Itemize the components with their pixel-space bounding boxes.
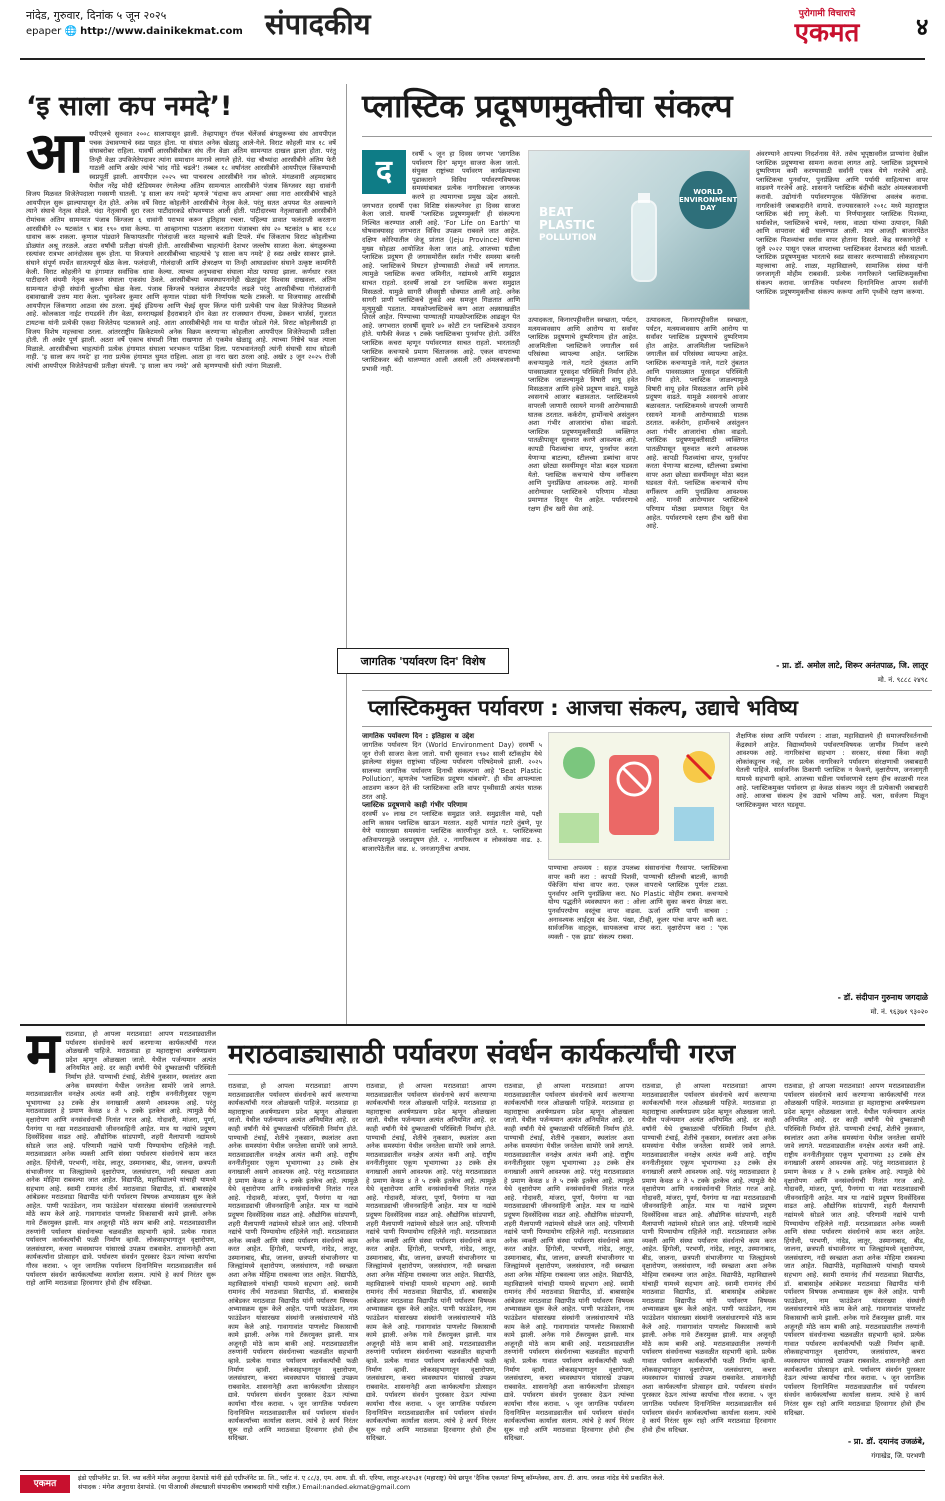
newspaper-logo <box>752 6 902 52</box>
badge-word: ENVIRONMENT <box>679 196 738 204</box>
imprint-line: संपादक : मंगेश अनुराधा देशपांडे. (या पीआरबी ॲक्टखाली संपादकीय जबाबदारी यांची राहील.) Email:nanded.ekmat@gmail.com <box>78 1483 411 1491</box>
marathwada-contact: गंगाखेड, जि. परभणी <box>871 1452 925 1460</box>
globe-icon: 🌐 <box>64 26 77 37</box>
marathwada-col5: राठवाडा, हो आपला मराठवाडा! आपण मराठवाड्यातील पर्यावरण संवर्धनाचे कार्य करणाऱ्या कार्यकर्त्यांची गरज ओळखली पाहिजे. मराठवाडा हा महाराष्ट्राचा अवर्षणप्रवण प्रदेश म्हणून ओळखला जातो. येथील पर्जन्यमान अत्यंत अनियमित आहे. दर काही वर्षांनी येथे दुष्काळाची परिस्थिती निर्माण होते. पाण्याची टंचाई, शेतीचे नुकसान, स्थलांतर अशा अनेक समस्यांना येथील जनतेला सामोरे जावे लागते. मराठवाड्यातील वनक्षेत्र अत्यंत कमी आहे. राष्ट्रीय वननीतीनुसार एकूण भूभागाच्या ३३ टक्के क्षेत्र वनाखाली असणे आवश्यक आहे. परंतु मराठवाड्यात हे प्रमाण केवळ ४ ते ५ टक्के इतकेच आहे. त्यामुळे येथे वृक्षारोपण आणि वनसंवर्धनाची नितांत गरज आहे. गोदावरी, मांजरा, पूर्णा, पैनगंगा या नद्या मराठवाड्याची जीवनवाहिनी आहेत. मात्र या नद्यांचे प्रदूषण दिवसेंदिवस वाढत आहे. औद्योगिक सांडपाणी, शहरी मैलापाणी नद्यांमध्ये सोडले जात आहे. परिणामी नद्यांचे पाणी पिण्यायोग्य राहिलेले नाही. मराठवाड्यात अनेक व्यक्ती आणि संस्था पर्यावरण संवर्धनाचे काम करत आहेत. हिंगोली, परभणी, नांदेड, लातूर, उस्मानाबाद, बीड, जालना, छत्रपती संभाजीनगर या जिल्ह्यांमध्ये वृक्षारोपण, जलसंधारण, नदी स्वच्छता अशा अनेक मोहिमा राबवल्या जात आहेत. विद्यापीठे, महाविद्यालये यांचाही यामध्ये सहभाग आहे. स्वामी रामानंद तीर्थ मराठवाडा विद्यापीठ, डॉ. बाबासाहेब आंबेडकर मराठवाडा विद्यापीठ यांनी पर्यावरण विषयक अभ्यासक्रम सुरू केले आहेत. पाणी फाउंडेशन, नाम फाउंडेशन यांसारख्या संस्थांनी जलसंधारणाचे मोठे काम केले आहे. गावागावांत पाणलोट विकासाची कामे झाली. अनेक गावे टँकरमुक्त झाली. मात्र अजूनही मोठे काम बाकी आहे. मराठवाड्यातील तरुणांनी पर्यावरण संवर्धनाच्या चळवळीत सहभागी व्हावे. प्रत्येक गावात पर्यावरण कार्यकर्त्यांची फळी निर्माण व्हावी. लोकसहभागातून वृक्षारोपण, जलसंधारण, कचरा व्यवस्थापन यांसारखे उपक्रम राबवावेत. शासनानेही अशा कार्यकर्त्यांना प्रोत्साहन द्यावे. पर्यावरण संवर्धन पुरस्कार देऊन त्यांच्या कार्याचा गौरव करावा. ५ जून जागतिक पर्यावरण दिनानिमित्त मराठवाड्यातील सर्व पर्यावरण संवर्धन कार्यकर्त्यांच्या कार्याला सलाम. त्यांचे हे कार्य निरंतर सुरू राहो आणि मराठवाडा हिरवागार होवो हीच सदिच्छा. <box>642 1082 776 1434</box>
marathwada-col3: राठवाडा, हो आपला मराठवाडा! आपण मराठवाड्यातील पर्यावरण संवर्धनाचे कार्य करणाऱ्या कार्यकर्त्यांची गरज ओळखली पाहिजे. मराठवाडा हा महाराष्ट्राचा अवर्षणप्रवण प्रदेश म्हणून ओळखला जातो. येथील पर्जन्यमान अत्यंत अनियमित आहे. दर काही वर्षांनी येथे दुष्काळाची परिस्थिती निर्माण होते. पाण्याची टंचाई, शेतीचे नुकसान, स्थलांतर अशा अनेक समस्यांना येथील जनतेला सामोरे जावे लागते. मराठवाड्यातील वनक्षेत्र अत्यंत कमी आहे. राष्ट्रीय वननीतीनुसार एकूण भूभागाच्या ३३ टक्के क्षेत्र वनाखाली असणे आवश्यक आहे. परंतु मराठवाड्यात हे प्रमाण केवळ ४ ते ५ टक्के इतकेच आहे. त्यामुळे येथे वृक्षारोपण आणि वनसंवर्धनाची नितांत गरज आहे. गोदावरी, मांजरा, पूर्णा, पैनगंगा या नद्या मराठवाड्याची जीवनवाहिनी आहेत. मात्र या नद्यांचे प्रदूषण दिवसेंदिवस वाढत आहे. औद्योगिक सांडपाणी, शहरी मैलापाणी नद्यांमध्ये सोडले जात आहे. परिणामी नद्यांचे पाणी पिण्यायोग्य राहिलेले नाही. मराठवाड्यात अनेक व्यक्ती आणि संस्था पर्यावरण संवर्धनाचे काम करत आहेत. हिंगोली, परभणी, नांदेड, लातूर, उस्मानाबाद, बीड, जालना, छत्रपती संभाजीनगर या जिल्ह्यांमध्ये वृक्षारोपण, जलसंधारण, नदी स्वच्छता अशा अनेक मोहिमा राबवल्या जात आहेत. विद्यापीठे, महाविद्यालये यांचाही यामध्ये सहभाग आहे. स्वामी रामानंद तीर्थ मराठवाडा विद्यापीठ, डॉ. बाबासाहेब आंबेडकर मराठवाडा विद्यापीठ यांनी पर्यावरण विषयक अभ्यासक्रम सुरू केले आहेत. पाणी फाउंडेशन, नाम फाउंडेशन यांसारख्या संस्थांनी जलसंधारणाचे मोठे काम केले आहे. गावागावांत पाणलोट विकासाची कामे झाली. अनेक गावे टँकरमुक्त झाली. मात्र अजूनही मोठे काम बाकी आहे. मराठवाड्यातील तरुणांनी पर्यावरण संवर्धनाच्या चळवळीत सहभागी व्हावे. प्रत्येक गावात पर्यावरण कार्यकर्त्यांची फळी निर्माण व्हावी. लोकसहभागातून वृक्षारोपण, जलसंधारण, कचरा व्यवस्थापन यांसारखे उपक्रम राबवावेत. शासनानेही अशा कार्यकर्त्यांना प्रोत्साहन द्यावे. पर्यावरण संवर्धन पुरस्कार देऊन त्यांच्या कार्याचा गौरव करावा. ५ जून जागतिक पर्यावरण दिनानिमित्त मराठवाड्यातील सर्व पर्यावरण संवर्धन कार्यकर्त्यांच्या कार्याला सलाम. त्यांचे हे कार्य निरंतर सुरू राहो आणि मराठवाडा हिरवागार होवो हीच सदिच्छा. <box>366 1082 496 1443</box>
plastic-free-byline: - डॉ. संदीपान गुरुनाथ जगदाळे <box>837 993 928 1002</box>
world-environment-day-tag: जागतिक 'पर्यावरण दिन' विशेष <box>337 648 509 674</box>
editorial-headline: ‘इ साला कप नमदे’! <box>26 91 233 122</box>
subheading: जागतिक पर्यावरण दिन : इतिहास व उद्देश <box>362 732 475 740</box>
marathwada-col2: राठवाडा, हो आपला मराठवाडा! आपण मराठवाड्यातील पर्यावरण संवर्धनाचे कार्य करणाऱ्या कार्यकर्त्यांची गरज ओळखली पाहिजे. मराठवाडा हा महाराष्ट्राचा अवर्षणप्रवण प्रदेश म्हणून ओळखला जातो. येथील पर्जन्यमान अत्यंत अनियमित आहे. दर काही वर्षांनी येथे दुष्काळाची परिस्थिती निर्माण होते. पाण्याची टंचाई, शेतीचे नुकसान, स्थलांतर अशा अनेक समस्यांना येथील जनतेला सामोरे जावे लागते. मराठवाड्यातील वनक्षेत्र अत्यंत कमी आहे. राष्ट्रीय वननीतीनुसार एकूण भूभागाच्या ३३ टक्के क्षेत्र वनाखाली असणे आवश्यक आहे. परंतु मराठवाड्यात हे प्रमाण केवळ ४ ते ५ टक्के इतकेच आहे. त्यामुळे येथे वृक्षारोपण आणि वनसंवर्धनाची नितांत गरज आहे. गोदावरी, मांजरा, पूर्णा, पैनगंगा या नद्या मराठवाड्याची जीवनवाहिनी आहेत. मात्र या नद्यांचे प्रदूषण दिवसेंदिवस वाढत आहे. औद्योगिक सांडपाणी, शहरी मैलापाणी नद्यांमध्ये सोडले जात आहे. परिणामी नद्यांचे पाणी पिण्यायोग्य राहिलेले नाही. मराठवाड्यात अनेक व्यक्ती आणि संस्था पर्यावरण संवर्धनाचे काम करत आहेत. हिंगोली, परभणी, नांदेड, लातूर, उस्मानाबाद, बीड, जालना, छत्रपती संभाजीनगर या जिल्ह्यांमध्ये वृक्षारोपण, जलसंधारण, नदी स्वच्छता अशा अनेक मोहिमा राबवल्या जात आहेत. विद्यापीठे, महाविद्यालये यांचाही यामध्ये सहभाग आहे. स्वामी रामानंद तीर्थ मराठवाडा विद्यापीठ, डॉ. बाबासाहेब आंबेडकर मराठवाडा विद्यापीठ यांनी पर्यावरण विषयक अभ्यासक्रम सुरू केले आहेत. पाणी फाउंडेशन, नाम फाउंडेशन यांसारख्या संस्थांनी जलसंधारणाचे मोठे काम केले आहे. गावागावांत पाणलोट विकासाची कामे झाली. अनेक गावे टँकरमुक्त झाली. मात्र अजूनही मोठे काम बाकी आहे. मराठवाड्यातील तरुणांनी पर्यावरण संवर्धनाच्या चळवळीत सहभागी व्हावे. प्रत्येक गावात पर्यावरण कार्यकर्त्यांची फळी निर्माण व्हावी. लोकसहभागातून वृक्षारोपण, जलसंधारण, कचरा व्यवस्थापन यांसारखे उपक्रम राबवावेत. शासनानेही अशा कार्यकर्त्यांना प्रोत्साहन द्यावे. पर्यावरण संवर्धन पुरस्कार देऊन त्यांच्या कार्याचा गौरव करावा. ५ जून जागतिक पर्यावरण दिनानिमित्त मराठवाड्यातील सर्व पर्यावरण संवर्धन कार्यकर्त्यांच्या कार्याला सलाम. त्यांचे हे कार्य निरंतर सुरू राहो आणि मराठवाडा हिरवागार होवो हीच सदिच्छा. <box>228 1082 358 1443</box>
epaper-link-row <box>26 24 246 40</box>
imprint-text <box>78 1474 928 1492</box>
epaper-label: epaper <box>26 26 62 37</box>
masthead-dateline-block <box>26 8 246 40</box>
plastic-free-col1b-text: दरवर्षी ४० लाख टन प्लास्टिक समुद्रात जाते. समुद्रातील मासे, पक्षी आणि कासव प्लास्टिक खाऊन मरतात. शहरी भागांत गटारे तुंबणे, पूर येणे यासारख्या समस्यांना प्लास्टिक कारणीभूत ठरते. १. प्लास्टिकच्या अतिवापरामुळे जलप्रदूषण होते. २. नागरिकरण व लोकसंख्या वाढ. ३. बाजारपेठेतील वाढ. ४. जनजागृतीचा अभाव. <box>362 810 542 853</box>
section-rule <box>228 1074 925 1075</box>
marathwada-col1 <box>26 1030 216 1460</box>
world-environment-day-badge <box>679 171 737 229</box>
plastic-free-col1-text: जागतिक पर्यावरण दिन (World Environment Day) दरवर्षी ५ जून रोजी साजरा केला जातो. याची सुरुवात १९७२ साली स्टॉकहोम येथे झालेल्या संयुक्त राष्ट्रांच्या पहिल्या पर्यावरण परिषदेमध्ये झाली. २०२५ सालच्या जागतिक पर्यावरण दिनाची संकल्पना आहे 'Beat Plastic Pollution', म्हणजेच 'प्लास्टिक प्रदूषण थांबवणे'. ही थीम आपल्याला आठवण करून देते की प्लास्टिकचा अति वापर पृथ्वीसाठी अत्यंत घातक ठरत आहे. <box>362 741 542 801</box>
editorial-dropcap: आ <box>26 130 84 186</box>
marathwada-dropcap: म <box>26 1030 60 1086</box>
plastic-free-contact: मो. नं. ९६३७१ ९३०२० <box>870 1008 928 1016</box>
subheading: प्लास्टिक प्रदूषणाचे काही गंभीर परिणाम <box>362 801 468 810</box>
masthead-rule <box>20 58 925 60</box>
badge-word: DAY <box>700 204 716 212</box>
page-number: ४ <box>916 13 929 41</box>
editorial-body: यपीएलचे सुरुवात २००८ सालापासून झाली. तेव्हापासून रॉयल चॅलेंजर्स बंगळुरूच्या संघ आयपीएल पचक उंचावण्याचे स्वप्न पाहत होता. या संघात अनेक खेळाडू आले-गेले. विराट कोहली मात्र १८ वर्षे संघाबरोबर राहिला. यावर्षी आरसीबीसोबत संघ तीन वेळा अंतिम सामन्यात दाखल झाला होता. परंतु तिन्ही वेळा उपविजेतेपदावर त्यांना समाधान मानावे लागले होते. यंदा चौथ्यांदा आरसीबीने अंतिम फेरी गाठली आणि अखेर त्यांचे 'चांद गोंडे चढले'! तब्बल १८ वर्षांनंतर आरसीबीने आयपीएल जिंकण्याची स्वप्नपूर्ती झाली. आयपीएल २०२५ च्या पाचवरच आरसीबीने नाव कोरले. मंगळवारी अहमदाबाद येथील नरेंद्र मोदी स्टेडियमवर रंगलेल्या अंतिम सामन्यात आरसीबीने पंजाब किंग्जवर सहा धावांनी विजय मिळवत विजेतेपदाला गवसणी घातली. 'इ साला कप नमदे' म्हणजे 'यंदाचा कप आमचा' असा नारा आरसीबीचे चाहते आयपीएल सुरू झाल्यापासून देत होते. अनेक वर्षे विराट कोहलीने आरसीबीचे नेतृत्व केले. परंतु सतत अपयश येत असल्याने त्याने संघाचे नेतृत्व सोडले. यंदा नेतृत्वाची धुरा रजत पाटीदारकडे सोपवण्यात आली होती. पाटीदारच्या नेतृत्वाखाली आरसीबीने रोमांचक अंतिम सामन्यात पंजाब किंग्जला ६ धावांनी पराभव करून इतिहास रचला. पहिल्या डावात फलंदाजी करताना आरसीबीने २० षटकांत ९ बाद १९० धावा केल्या. या आव्हानाचा पाठलाग करताना पंजाबचा संघ २० षटकांत ७ बाद १८४ धावाच करू शकला. कृणाल पांड्याने किफायतशीर गोलंदाजी करत महत्त्वाचे बळी टिपले. मॅच जिंकताच विराट कोहलीच्या डोळ्यांत अश्रू तरळले. अठरा वर्षांची प्रतीक्षा संपली होती. आरसीबीच्या चाहत्यांनी देशभर जल्लोष साजरा केला. बंगळुरूच्या रस्त्यांवर रात्रभर आनंदोत्सव सुरू होता. या विजयाने आरसीबीच्या चाहत्यांचे 'इ साला कप नमदे' हे स्वप्न अखेर साकार झाले. संघाने संपूर्ण स्पर्धेत सातत्यपूर्ण खेळ केला. फलंदाजी, गोलंदाजी आणि क्षेत्ररक्षण या तिन्ही आघाड्यांवर संघाने उत्कृष्ट कामगिरी केली. विराट कोहलीने या हंगामात सर्वाधिक धावा केल्या. त्याच्या अनुभवाचा संघाला मोठा फायदा झाला. कर्णधार रजत पाटीदारने संयमी नेतृत्व करून संघाला एकसंध ठेवले. आरसीबीच्या व्यवस्थापनानेही खेळाडूंवर विश्वास दाखवला. अंतिम सामन्यात दोन्ही संघांनी चुरशीचा खेळ केला. पंजाब किंग्जचे फलंदाज शेवटपर्यंत लढले परंतु आरसीबीच्या गोलंदाजांनी दबावाखाली उत्तम मारा केला. भुवनेश्वर कुमार आणि कृणाल पांड्या यांनी निर्णायक षटके टाकली. या विजयासह आरसीबी आयपीएल जिंकणारा आठवा संघ ठरला. मुंबई इंडियन्स आणि चेन्नई सुपर किंग्ज यांनी प्रत्येकी पाच वेळा विजेतेपद मिळवले आहे. कोलकाता नाईट रायडर्सने तीन वेळा, सनरायझर्स हैदराबादने दोन वेळा तर राजस्थान रॉयल्स, डेक्कन चार्जर्स, गुजरात टायटन्स यांनी प्रत्येकी एकदा विजेतेपद पटकावले आहे. आता आरसीबीचेही नाव या यादीत जोडले गेले. विराट कोहलीसाठी हा विजय विशेष महत्त्वाचा ठरला. आंतरराष्ट्रीय क्रिकेटमध्ये अनेक विक्रम करणाऱ्या कोहलीला आयपीएल विजेतेपदाची प्रतीक्षा होती. ती अखेर पूर्ण झाली. अठरा वर्षे एकाच संघाशी निष्ठा राखणारा तो एकमेव खेळाडू आहे. त्याच्या निष्ठेचे फळ त्याला मिळाले. आरसीबीच्या चाहत्यांनी प्रत्येक हंगामात संघाला भरभरून पाठिंबा दिला. पराभवानंतरही त्यांनी संघाची साथ सोडली नाही. 'इ साला कप नमदे' हा नारा प्रत्येक हंगामात घुमत राहिला. आता हा नारा खरा ठरला आहे. अखेर ३ जून २०२५ रोजी त्यांची आयपीएल विजेतेपदाची प्रतीक्षा संपली. 'इ साला कप नमदे' असे म्हणण्याची संधी त्यांना मिळाली. <box>26 130 336 371</box>
marathwada-col6: राठवाडा, हो आपला मराठवाडा! आपण मराठवाड्यातील पर्यावरण संवर्धनाचे कार्य करणाऱ्या कार्यकर्त्यांची गरज ओळखली पाहिजे. मराठवाडा हा महाराष्ट्राचा अवर्षणप्रवण प्रदेश म्हणून ओळखला जातो. येथील पर्जन्यमान अत्यंत अनियमित आहे. दर काही वर्षांनी येथे दुष्काळाची परिस्थिती निर्माण होते. पाण्याची टंचाई, शेतीचे नुकसान, स्थलांतर अशा अनेक समस्यांना येथील जनतेला सामोरे जावे लागते. मराठवाड्यातील वनक्षेत्र अत्यंत कमी आहे. राष्ट्रीय वननीतीनुसार एकूण भूभागाच्या ३३ टक्के क्षेत्र वनाखाली असणे आवश्यक आहे. परंतु मराठवाड्यात हे प्रमाण केवळ ४ ते ५ टक्के इतकेच आहे. त्यामुळे येथे वृक्षारोपण आणि वनसंवर्धनाची नितांत गरज आहे. गोदावरी, मांजरा, पूर्णा, पैनगंगा या नद्या मराठवाड्याची जीवनवाहिनी आहेत. मात्र या नद्यांचे प्रदूषण दिवसेंदिवस वाढत आहे. औद्योगिक सांडपाणी, शहरी मैलापाणी नद्यांमध्ये सोडले जात आहे. परिणामी नद्यांचे पाणी पिण्यायोग्य राहिलेले नाही. मराठवाड्यात अनेक व्यक्ती आणि संस्था पर्यावरण संवर्धनाचे काम करत आहेत. हिंगोली, परभणी, नांदेड, लातूर, उस्मानाबाद, बीड, जालना, छत्रपती संभाजीनगर या जिल्ह्यांमध्ये वृक्षारोपण, जलसंधारण, नदी स्वच्छता अशा अनेक मोहिमा राबवल्या जात आहेत. विद्यापीठे, महाविद्यालये यांचाही यामध्ये सहभाग आहे. स्वामी रामानंद तीर्थ मराठवाडा विद्यापीठ, डॉ. बाबासाहेब आंबेडकर मराठवाडा विद्यापीठ यांनी पर्यावरण विषयक अभ्यासक्रम सुरू केले आहेत. पाणी फाउंडेशन, नाम फाउंडेशन यांसारख्या संस्थांनी जलसंधारणाचे मोठे काम केले आहे. गावागावांत पाणलोट विकासाची कामे झाली. अनेक गावे टँकरमुक्त झाली. मात्र अजूनही मोठे काम बाकी आहे. मराठवाड्यातील तरुणांनी पर्यावरण संवर्धनाच्या चळवळीत सहभागी व्हावे. प्रत्येक गावात पर्यावरण कार्यकर्त्यांची फळी निर्माण व्हावी. लोकसहभागातून वृक्षारोपण, जलसंधारण, कचरा व्यवस्थापन यांसारखे उपक्रम राबवावेत. शासनानेही अशा कार्यकर्त्यांना प्रोत्साहन द्यावे. पर्यावरण संवर्धन पुरस्कार देऊन त्यांच्या कार्याचा गौरव करावा. ५ जून जागतिक पर्यावरण दिनानिमित्त मराठवाड्यातील सर्व पर्यावरण संवर्धन कार्यकर्त्यांच्या कार्याला सलाम. त्यांचे हे कार्य निरंतर सुरू राहो आणि मराठवाडा हिरवागार होवो हीच सदिच्छा. <box>784 1082 925 1417</box>
dateline: नांदेड, गुरुवार, दिनांक ५ जून २०२५ <box>26 9 167 22</box>
logo-tagline: पुरोगामी विचाराचे <box>798 9 856 19</box>
poster-word: BEAT <box>539 205 573 219</box>
plastic-free-col1 <box>362 732 542 1018</box>
environment-dropcap: द <box>362 150 406 194</box>
column-divider <box>346 84 347 1024</box>
environment-contact: मो. नं. ९८८८ २४९८ <box>877 676 928 684</box>
footer-logo: एकमत <box>20 1475 70 1493</box>
marathwada-col4: राठवाडा, हो आपला मराठवाडा! आपण मराठवाड्यातील पर्यावरण संवर्धनाचे कार्य करणाऱ्या कार्यकर्त्यांची गरज ओळखली पाहिजे. मराठवाडा हा महाराष्ट्राचा अवर्षणप्रवण प्रदेश म्हणून ओळखला जातो. येथील पर्जन्यमान अत्यंत अनियमित आहे. दर काही वर्षांनी येथे दुष्काळाची परिस्थिती निर्माण होते. पाण्याची टंचाई, शेतीचे नुकसान, स्थलांतर अशा अनेक समस्यांना येथील जनतेला सामोरे जावे लागते. मराठवाड्यातील वनक्षेत्र अत्यंत कमी आहे. राष्ट्रीय वननीतीनुसार एकूण भूभागाच्या ३३ टक्के क्षेत्र वनाखाली असणे आवश्यक आहे. परंतु मराठवाड्यात हे प्रमाण केवळ ४ ते ५ टक्के इतकेच आहे. त्यामुळे येथे वृक्षारोपण आणि वनसंवर्धनाची नितांत गरज आहे. गोदावरी, मांजरा, पूर्णा, पैनगंगा या नद्या मराठवाड्याची जीवनवाहिनी आहेत. मात्र या नद्यांचे प्रदूषण दिवसेंदिवस वाढत आहे. औद्योगिक सांडपाणी, शहरी मैलापाणी नद्यांमध्ये सोडले जात आहे. परिणामी नद्यांचे पाणी पिण्यायोग्य राहिलेले नाही. मराठवाड्यात अनेक व्यक्ती आणि संस्था पर्यावरण संवर्धनाचे काम करत आहेत. हिंगोली, परभणी, नांदेड, लातूर, उस्मानाबाद, बीड, जालना, छत्रपती संभाजीनगर या जिल्ह्यांमध्ये वृक्षारोपण, जलसंधारण, नदी स्वच्छता अशा अनेक मोहिमा राबवल्या जात आहेत. विद्यापीठे, महाविद्यालये यांचाही यामध्ये सहभाग आहे. स्वामी रामानंद तीर्थ मराठवाडा विद्यापीठ, डॉ. बाबासाहेब आंबेडकर मराठवाडा विद्यापीठ यांनी पर्यावरण विषयक अभ्यासक्रम सुरू केले आहेत. पाणी फाउंडेशन, नाम फाउंडेशन यांसारख्या संस्थांनी जलसंधारणाचे मोठे काम केले आहे. गावागावांत पाणलोट विकासाची कामे झाली. अनेक गावे टँकरमुक्त झाली. मात्र अजूनही मोठे काम बाकी आहे. मराठवाड्यातील तरुणांनी पर्यावरण संवर्धनाच्या चळवळीत सहभागी व्हावे. प्रत्येक गावात पर्यावरण कार्यकर्त्यांची फळी निर्माण व्हावी. लोकसहभागातून वृक्षारोपण, जलसंधारण, कचरा व्यवस्थापन यांसारखे उपक्रम राबवावेत. शासनानेही अशा कार्यकर्त्यांना प्रोत्साहन द्यावे. पर्यावरण संवर्धन पुरस्कार देऊन त्यांच्या कार्याचा गौरव करावा. ५ जून जागतिक पर्यावरण दिनानिमित्त मराठवाड्यातील सर्व पर्यावरण संवर्धन कार्यकर्त्यांच्या कार्याला सलाम. त्यांचे हे कार्य निरंतर सुरू राहो आणि मराठवाडा हिरवागार होवो हीच सदिच्छा. <box>504 1082 634 1443</box>
plastic-free-col2: पाण्याचा अपव्यय : सहज उपलब्ध संसाधनांचा गैरवापर. प्लास्टिकचा वापर कमी करा : कापडी पिशवी, पाण्याची स्टीलची बाटली, कागदी पॅकेजिंग यांचा वापर करा. एकल वापराचे प्लास्टिक पूर्णतः टाळा. पुनर्वापर आणि पुनर्प्रक्रिया करा. No Plastic मोहीम राबवा. कचऱ्याचे योग्य पद्धतीने व्यवस्थापन करा : ओला आणि सुका कचरा वेगळा करा. पुनर्वापरयोग्य वस्तूंचा वापर वाढवा. ऊर्जा आणि पाणी वाचवा : अनावश्यक लाईट्स बंद ठेवा. पंखा, टीव्ही, कूलर यांचा वापर कमी करा. सार्वजनिक वाहतूक, सायकलचा वापर करा. वृक्षारोपण करा : 'एक व्यक्ती - एक झाड' संकल्प राबवा. <box>548 864 728 941</box>
marathwada-col1-text: राठवाडा, हो आपला मराठवाडा! आपण मराठवाड्यातील पर्यावरण संवर्धनाचे कार्य करणाऱ्या कार्यकर्त्यांची गरज ओळखली पाहिजे. मराठवाडा हा महाराष्ट्राचा अवर्षणप्रवण प्रदेश म्हणून ओळखला जातो. येथील पर्जन्यमान अत्यंत अनियमित आहे. दर काही वर्षांनी येथे दुष्काळाची परिस्थिती निर्माण होते. पाण्याची टंचाई, शेतीचे नुकसान, स्थलांतर अशा अनेक समस्यांना येथील जनतेला सामोरे जावे लागते. मराठवाड्यातील वनक्षेत्र अत्यंत कमी आहे. राष्ट्रीय वननीतीनुसार एकूण भूभागाच्या ३३ टक्के क्षेत्र वनाखाली असणे आवश्यक आहे. परंतु मराठवाड्यात हे प्रमाण केवळ ४ ते ५ टक्के इतकेच आहे. त्यामुळे येथे वृक्षारोपण आणि वनसंवर्धनाची नितांत गरज आहे. गोदावरी, मांजरा, पूर्णा, पैनगंगा या नद्या मराठवाड्याची जीवनवाहिनी आहेत. मात्र या नद्यांचे प्रदूषण दिवसेंदिवस वाढत आहे. औद्योगिक सांडपाणी, शहरी मैलापाणी नद्यांमध्ये सोडले जात आहे. परिणामी नद्यांचे पाणी पिण्यायोग्य राहिलेले नाही. मराठवाड्यात अनेक व्यक्ती आणि संस्था पर्यावरण संवर्धनाचे काम करत आहेत. हिंगोली, परभणी, नांदेड, लातूर, उस्मानाबाद, बीड, जालना, छत्रपती संभाजीनगर या जिल्ह्यांमध्ये वृक्षारोपण, जलसंधारण, नदी स्वच्छता अशा अनेक मोहिमा राबवल्या जात आहेत. विद्यापीठे, महाविद्यालये यांचाही यामध्ये सहभाग आहे. स्वामी रामानंद तीर्थ मराठवाडा विद्यापीठ, डॉ. बाबासाहेब आंबेडकर मराठवाडा विद्यापीठ यांनी पर्यावरण विषयक अभ्यासक्रम सुरू केले आहेत. पाणी फाउंडेशन, नाम फाउंडेशन यांसारख्या संस्थांनी जलसंधारणाचे मोठे काम केले आहे. गावागावांत पाणलोट विकासाची कामे झाली. अनेक गावे टँकरमुक्त झाली. मात्र अजूनही मोठे काम बाकी आहे. मराठवाड्यातील तरुणांनी पर्यावरण संवर्धनाच्या चळवळीत सहभागी व्हावे. प्रत्येक गावात पर्यावरण कार्यकर्त्यांची फळी निर्माण व्हावी. लोकसहभागातून वृक्षारोपण, जलसंधारण, कचरा व्यवस्थापन यांसारखे उपक्रम राबवावेत. शासनानेही अशा कार्यकर्त्यांना प्रोत्साहन द्यावे. पर्यावरण संवर्धन पुरस्कार देऊन त्यांच्या कार्याचा गौरव करावा. ५ जून जागतिक पर्यावरण दिनानिमित्त मराठवाड्यातील सर्व पर्यावरण संवर्धन कार्यकर्त्यांच्या कार्याला सलाम. त्यांचे हे कार्य निरंतर सुरू राहो आणि मराठवाडा हिरवागार होवो हीच सदिच्छा. <box>26 1030 216 1288</box>
badge-word: WORLD <box>693 188 723 196</box>
editorial-article <box>26 130 336 1020</box>
environment-col1-text: रवर्षी ५ जून हा दिवस जगभर 'जागतिक पर्यावरण दिन' म्हणून साजरा केला जातो. संयुक्त राष्ट्रांच्या पर्यावरण कार्यक्रमाच्या पुढाकाराने विविध पर्यावरणविषयक समस्यांबाबत प्रत्येक नागरिकाला जागरूक करणे हा त्यामागचा प्रमुख उद्देश असतो. जगभरात दरवर्षी एका विशिष्ट संकल्पनेवर हा दिवस साजरा केला जातो. यावर्षी 'प्लास्टिक प्रदूषणमुक्ती' ही संकल्पना निश्चित करण्यात आली आहे. 'For Life on Earth' या घोषवाक्यासह जगभरात विविध उपक्रम राबवले जात आहेत. दक्षिण कोरियातील जेजू प्रांतात (Jeju Province) यंदाचा मुख्य सोहळा आयोजित केला जात आहे. आजच्या घडीला प्लास्टिक प्रदूषण ही जगासमोरील सर्वात गंभीर समस्या बनली आहे. प्लास्टिकचे विघटन होण्यासाठी शेकडो वर्षे लागतात. त्यामुळे प्लास्टिक कचरा जमिनीत, नद्यांमध्ये आणि समुद्रात साचत राहतो. दरवर्षी लाखो टन प्लास्टिक कचरा समुद्रात मिसळतो. यामुळे सागरी जीवसृष्टी धोक्यात आली आहे. अनेक सागरी प्राणी प्लास्टिकचे तुकडे अन्न समजून गिळतात आणि मृत्युमुखी पडतात. मायक्रोप्लास्टिकचे कण आता अन्नसाखळीत शिरले आहेत. पिण्याच्या पाण्यातही मायक्रोप्लास्टिक आढळून येत आहे. जगभरात दरवर्षी सुमारे ४० कोटी टन प्लास्टिकचे उत्पादन होते. यापैकी केवळ ९ टक्के प्लास्टिकचा पुनर्वापर होतो. उर्वरित प्लास्टिक कचरा म्हणून पर्यावरणात साचत राहतो. भारतातही प्लास्टिक कचऱ्याचे प्रमाण चिंताजनक आहे. एकल वापराच्या प्लास्टिकवर बंदी घालण्यात आली असली तरी अंमलबजावणी प्रभावी नाही. <box>362 150 520 373</box>
environment-byline: - प्रा. डॉ. अमोल लाटे, शिरूर अनंतपाळ, जि. लातूर <box>776 661 928 670</box>
environment-col3: अंवरण्याने आपल्या निदर्शनास येते. तसेच भूपृष्ठावरील प्राण्यांना देखील प्लास्टिक प्रदूषणाचा सामना करावा लागत आहे. प्लास्टिक प्रदूषणाचे दुष्परिणाम कमी करण्यासाठी सर्वांनी एकत्र येणे गरजेचे आहे. प्लास्टिकचा पुनर्वापर, पुनर्प्रक्रिया आणि पर्यायी साहित्याचा वापर वाढवणे गरजेचे आहे. शासनाने प्लास्टिक बंदीची कठोर अंमलबजावणी करावी. उद्योगांनी पर्यावरणपूरक पॅकेजिंगचा अवलंब करावा. नागरिकांनी जबाबदारीने वागावे. राज्यसरकारने २०१८ मध्ये महाराष्ट्रात प्लास्टिक बंदी लागू केली. या निर्णयानुसार प्लास्टिक पिशव्या, थर्माकोल, प्लास्टिकचे चमचे, ग्लास, वाट्या यांच्या उत्पादन, विक्री आणि वापरावर बंदी घालण्यात आली. मात्र आजही बाजारपेठेत प्लास्टिक पिशव्यांचा सर्रास वापर होताना दिसतो. केंद्र सरकारनेही १ जुलै २०२२ पासून एकल वापराच्या प्लास्टिकवर देशभरात बंदी घातली. प्लास्टिक प्रदूषणमुक्त भारताचे स्वप्न साकार करण्यासाठी लोकसहभाग महत्त्वाचा आहे. शाळा, महाविद्यालये, सामाजिक संस्था यांनी जनजागृती मोहीम राबवावी. प्रत्येक नागरिकाने प्लास्टिकमुक्तीचा संकल्प करावा. जागतिक पर्यावरण दिनानिमित्त आपण सर्वांनी प्लास्टिक प्रदूषणमुक्तीचा संकल्प करूया आणि पृथ्वीचे रक्षण करूया. <box>756 150 928 296</box>
section-rule <box>362 726 932 727</box>
environment-headline: प्लास्टिक प्रदूषणमुक्तीचा संकल्प <box>362 87 733 125</box>
environment-poster-image <box>528 150 750 310</box>
plastic-bottle-illustration <box>614 191 674 291</box>
plastic-free-col3: शैक्षणिक संस्था आणि पर्यावरण : शाळा, महाविद्यालये ही समाजपरिवर्तनाची केंद्रस्थाने आहेत. विद्यार्थ्यांमध्ये पर्यावरणविषयक जाणीव निर्माण करणे आवश्यक आहे. नागरिकांचा सहभाग : सरकार, संस्था किंवा काही लोकांकडूनच नव्हे, तर प्रत्येक नागरिकाने पर्यावरण संरक्षणाची जबाबदारी घेतली पाहिजे. सार्वजनिक ठिकाणी प्लास्टिक न फेकणे, वृक्षारोपण, जनजागृती यामध्ये सहभागी व्हावे. आजच्या घडीला पर्यावरणाचे रक्षण हीच काळाची गरज आहे. प्लास्टिकमुक्त पर्यावरण हा केवळ संकल्प नसून ती प्रत्येकाची जबाबदारी आहे. आजचा संकल्प हेच उद्याचे भविष्य आहे. चला, सर्वजण मिळून प्लास्टिकमुक्त भारत घडवूया. <box>736 732 928 809</box>
section-rule <box>362 136 932 137</box>
poster-caption-left <box>539 206 609 245</box>
section-rule <box>362 690 932 691</box>
environment-col2b: उत्पादकता, किनारपट्टीवरील स्वच्छता, पर्यटन, मत्स्यव्यवसाय आणि आरोग्य या सर्वांवर प्लास्टिक प्रदूषणाचे दुष्परिणाम होत आहेत. आजमितीला प्लास्टिकने जगातील सर्व परिसंस्था व्यापल्या आहेत. प्लास्टिक कचऱ्यामुळे नाले, गटारे तुंबतात आणि पावसाळ्यात पूरसदृश परिस्थिती निर्माण होते. प्लास्टिक जाळल्यामुळे विषारी वायू हवेत मिसळतात आणि हवेचे प्रदूषण वाढते. यामुळे श्वसनाचे आजार बळावतात. प्लास्टिकमध्ये वापरली जाणारी रसायने मानवी आरोग्यासाठी घातक ठरतात. कर्करोग, हार्मोन्सचे असंतुलन अशा गंभीर आजारांचा धोका वाढतो. प्लास्टिक प्रदूषणमुक्तीसाठी व्यक्तिगत पातळीपासून सुरुवात करणे आवश्यक आहे. कापडी पिशव्यांचा वापर, पुनर्वापर करता येणाऱ्या बाटल्या, स्टीलच्या डब्यांचा वापर अशा छोट्या सवयींमधून मोठा बदल घडवता येतो. प्लास्टिक कचऱ्याचे योग्य वर्गीकरण आणि पुनर्प्रक्रिया आवश्यक आहे. मानवी आरोग्यावर प्लास्टिकचे परिणाम मोठ्या प्रमाणात दिसून येत आहेत. पर्यावरणाचे रक्षण हीच खरी सेवा आहे. <box>646 316 748 531</box>
ban-plastic-illustration <box>548 732 730 860</box>
marathwada-byline: - प्रा. डॉ. दयानंद उजळंबे, <box>847 1437 925 1446</box>
poster-word: PLASTIC <box>539 218 595 232</box>
section-rule <box>20 1024 925 1026</box>
ban-plastic-drawing <box>549 733 729 859</box>
poster-word: POLLUTION <box>539 233 597 243</box>
section-title: संपादकीय <box>265 7 371 41</box>
marathwada-headline: मराठवाड्यासाठी पर्यावरण संवर्धन कार्यकर्त्यांची गरज <box>228 1039 736 1070</box>
environment-col1 <box>362 150 520 670</box>
environment-col2: उत्पादकता, किनारपट्टीवरील स्वच्छता, पर्यटन, मत्स्यव्यवसाय आणि आरोग्य या सर्वांवर प्लास्टिक प्रदूषणाचे दुष्परिणाम होत आहेत. आजमितीला प्लास्टिकने जगातील सर्व परिसंस्था व्यापल्या आहेत. प्लास्टिक कचऱ्यामुळे नाले, गटारे तुंबतात आणि पावसाळ्यात पूरसदृश परिस्थिती निर्माण होते. प्लास्टिक जाळल्यामुळे विषारी वायू हवेत मिसळतात आणि हवेचे प्रदूषण वाढते. यामुळे श्वसनाचे आजार बळावतात. प्लास्टिकमध्ये वापरली जाणारी रसायने मानवी आरोग्यासाठी घातक ठरतात. कर्करोग, हार्मोन्सचे असंतुलन अशा गंभीर आजारांचा धोका वाढतो. प्लास्टिक प्रदूषणमुक्तीसाठी व्यक्तिगत पातळीपासून सुरुवात करणे आवश्यक आहे. कापडी पिशव्यांचा वापर, पुनर्वापर करता येणाऱ्या बाटल्या, स्टीलच्या डब्यांचा वापर अशा छोट्या सवयींमधून मोठा बदल घडवता येतो. प्लास्टिक कचऱ्याचे योग्य वर्गीकरण आणि पुनर्प्रक्रिया आवश्यक आहे. मानवी आरोग्यावर प्लास्टिकचे परिणाम मोठ्या प्रमाणात दिसून येत आहेत. पर्यावरणाचे रक्षण हीच खरी सेवा आहे. <box>528 316 638 514</box>
imprint-footer <box>20 1470 925 1497</box>
plastic-free-headline: प्लास्टिकमुक्त पर्यावरण : आजचा संकल्प, उद्याचे भविष्य <box>368 696 798 720</box>
imprint-line: इंडो एग्रीप्लॅनेट प्रा. लि. च्या वतीने मंगेश अनुराधा देशपांडे यांनी इंडो एग्रीप्लॅनेट प्रा. लि., प्लॉट नं. ए ८८/३, एम. आय. डी. सी. एरिया, लातूर-४१३५३१ (महाराष्ट्र) येथे छापून 'दैनिक एकमत' विष्णू कॉम्प्लेक्स, आय. टी. आय. जवळ नांदेड येथे प्रकाशित केले. <box>78 1474 665 1482</box>
website-link[interactable]: http://www.dainikekmat.com <box>80 26 243 37</box>
logo-name: एकमत <box>794 18 860 48</box>
